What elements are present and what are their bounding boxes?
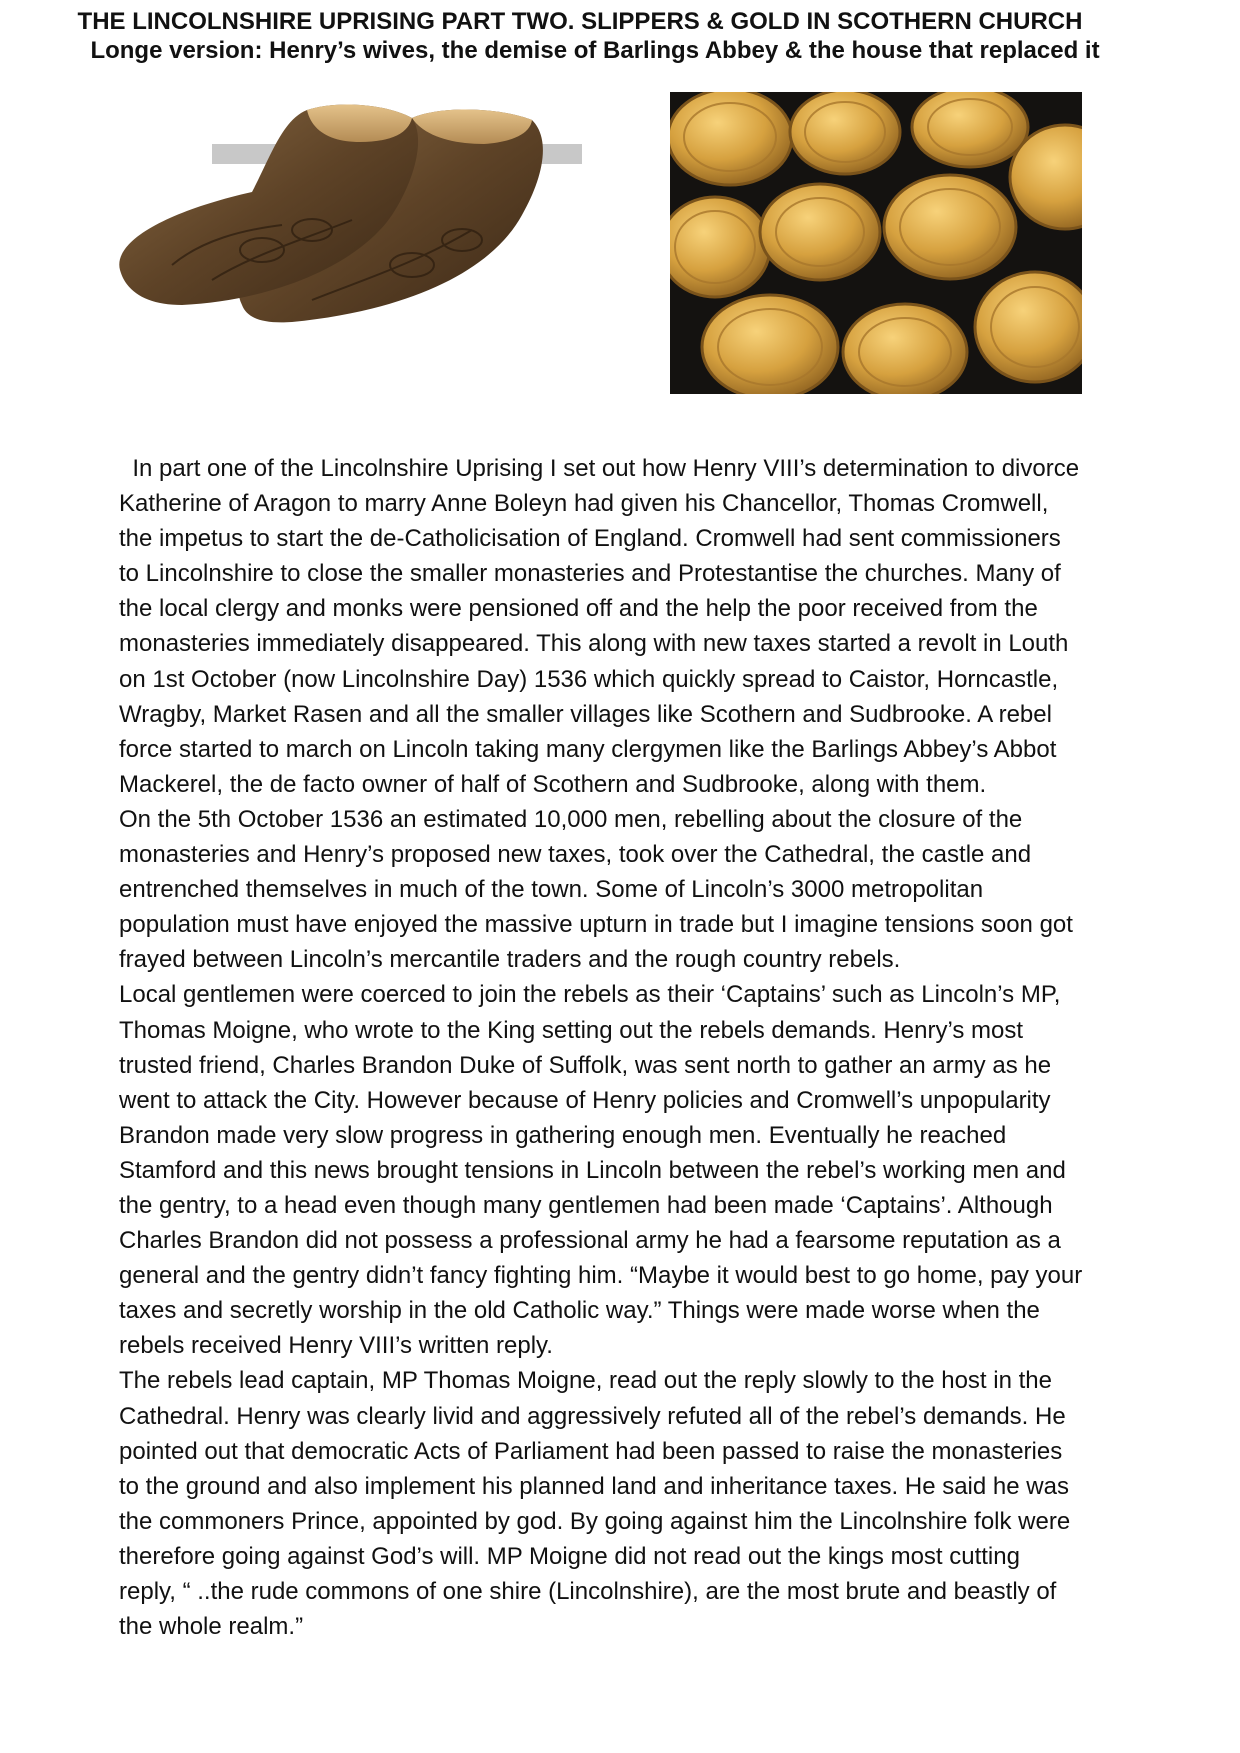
- body-line: On the 5th October 1536 an estimated 10,000 men, rebelling about the closure of the: [119, 805, 1023, 833]
- body-line: went to attack the City. However because of Henry policies and Cromwell’s unpopularity: [119, 1086, 1051, 1114]
- body-line: Mackerel, the de facto owner of half of Scothern and Sudbrooke, along with them.: [119, 770, 987, 798]
- slippers-photo: [112, 100, 590, 340]
- body-line: In part one of the Lincolnshire Uprising I set out how Henry VIII’s determination to divorce: [119, 455, 1080, 482]
- body-line: reply, “ ..the rude commons of one shire (Lincolnshire), are the most brute and beastly of: [119, 1578, 1057, 1605]
- body-line: trusted friend, Charles Brandon Duke of Suffolk, was sent north to gather an army as he: [119, 1051, 1052, 1079]
- body-line: Cathedral. Henry was clearly livid and aggressively refuted all of the rebel’s demands. He: [119, 1402, 1066, 1430]
- body-line: Brandon made very slow progress in gathering enough men. Eventually he reached: [119, 1121, 1007, 1149]
- body-line: Stamford and this news brought tensions in Lincoln between the rebel’s working men and: [119, 1156, 1066, 1184]
- body-line: general and the gentry didn’t fancy fighting him. “Maybe it would best to go home, pay your: [119, 1262, 1083, 1290]
- body-line: to the ground and also implement his planned land and inheritance taxes. He said he was: [119, 1472, 1069, 1500]
- title-line-1: THE LINCOLNSHIRE UPRISING PART TWO. SLIPPERS & GOLD IN SCOTHERN CHURCH: [77, 8, 1083, 35]
- body-line: Wragby, Market Rasen and all the smaller villages like Scothern and Sudbrooke. A rebel: [119, 700, 1052, 728]
- body-line: monasteries immediately disappeared. This along with new taxes started a revolt in Louth: [119, 630, 1069, 658]
- body-line: force started to march on Lincoln taking many clergymen like the Barlings Abbey’s Abbot: [119, 735, 1057, 763]
- body-line: the local clergy and monks were pensioned off and the help the poor received from the: [119, 595, 1038, 623]
- body-line: pointed out that democratic Acts of Parliament had been passed to raise the monasteries: [119, 1437, 1063, 1465]
- title-line-2: Longe version: Henry’s wives, the demise of Barlings Abbey & the house that replaced it: [90, 37, 1100, 64]
- body-line: monasteries and Henry’s proposed new taxes, took over the Cathedral, the castle and: [119, 841, 1032, 869]
- gold-coins-photo: [670, 92, 1082, 394]
- body-line: on 1st October (now Lincolnshire Day) 1536 which quickly spread to Caistor, Horncastle,: [119, 665, 1059, 693]
- body-line: Katherine of Aragon to marry Anne Boleyn had given his Chancellor, Thomas Cromwell,: [119, 490, 1049, 518]
- body-line: frayed between Lincoln’s mercantile traders and the rough country rebels.: [119, 946, 901, 974]
- body-line: the impetus to start the de-Catholicisation of England. Cromwell had sent commissioners: [119, 525, 1061, 553]
- body-line: the commoners Prince, appointed by god. By going against him the Lincolnshire folk were: [119, 1507, 1071, 1535]
- body-line: The rebels lead captain, MP Thomas Moigne, read out the reply slowly to the host in the: [119, 1367, 1052, 1395]
- article-body: [119, 451, 1139, 1644]
- body-line: Charles Brandon did not possess a professional army he had a fearsome reputation as a: [119, 1227, 1061, 1255]
- body-line: Local gentlemen were coerced to join the rebels as their ‘Captains’ such as Lincoln’s MP,: [119, 981, 1061, 1009]
- body-line: entrenched themselves in much of the town. Some of Lincoln’s 3000 metropolitan: [119, 876, 984, 904]
- body-line: the whole realm.”: [119, 1613, 304, 1641]
- body-line: rebels received Henry VIII’s written reply.: [119, 1332, 553, 1360]
- body-line: Thomas Moigne, who wrote to the King setting out the rebels demands. Henry’s most: [119, 1016, 1024, 1044]
- body-line: taxes and secretly worship in the old Catholic way.” Things were made worse when the: [119, 1297, 1040, 1325]
- body-line: the gentry, to a head even though many gentlemen had been made ‘Captains’. Although: [119, 1191, 1053, 1219]
- body-line: population must have enjoyed the massive upturn in trade but I imagine tensions soon got: [119, 911, 1073, 939]
- body-line: to Lincolnshire to close the smaller monasteries and Protestantise the churches. Many of: [119, 560, 1061, 588]
- body-line: therefore going against God’s will. MP Moigne did not read out the kings most cutting: [119, 1542, 1020, 1570]
